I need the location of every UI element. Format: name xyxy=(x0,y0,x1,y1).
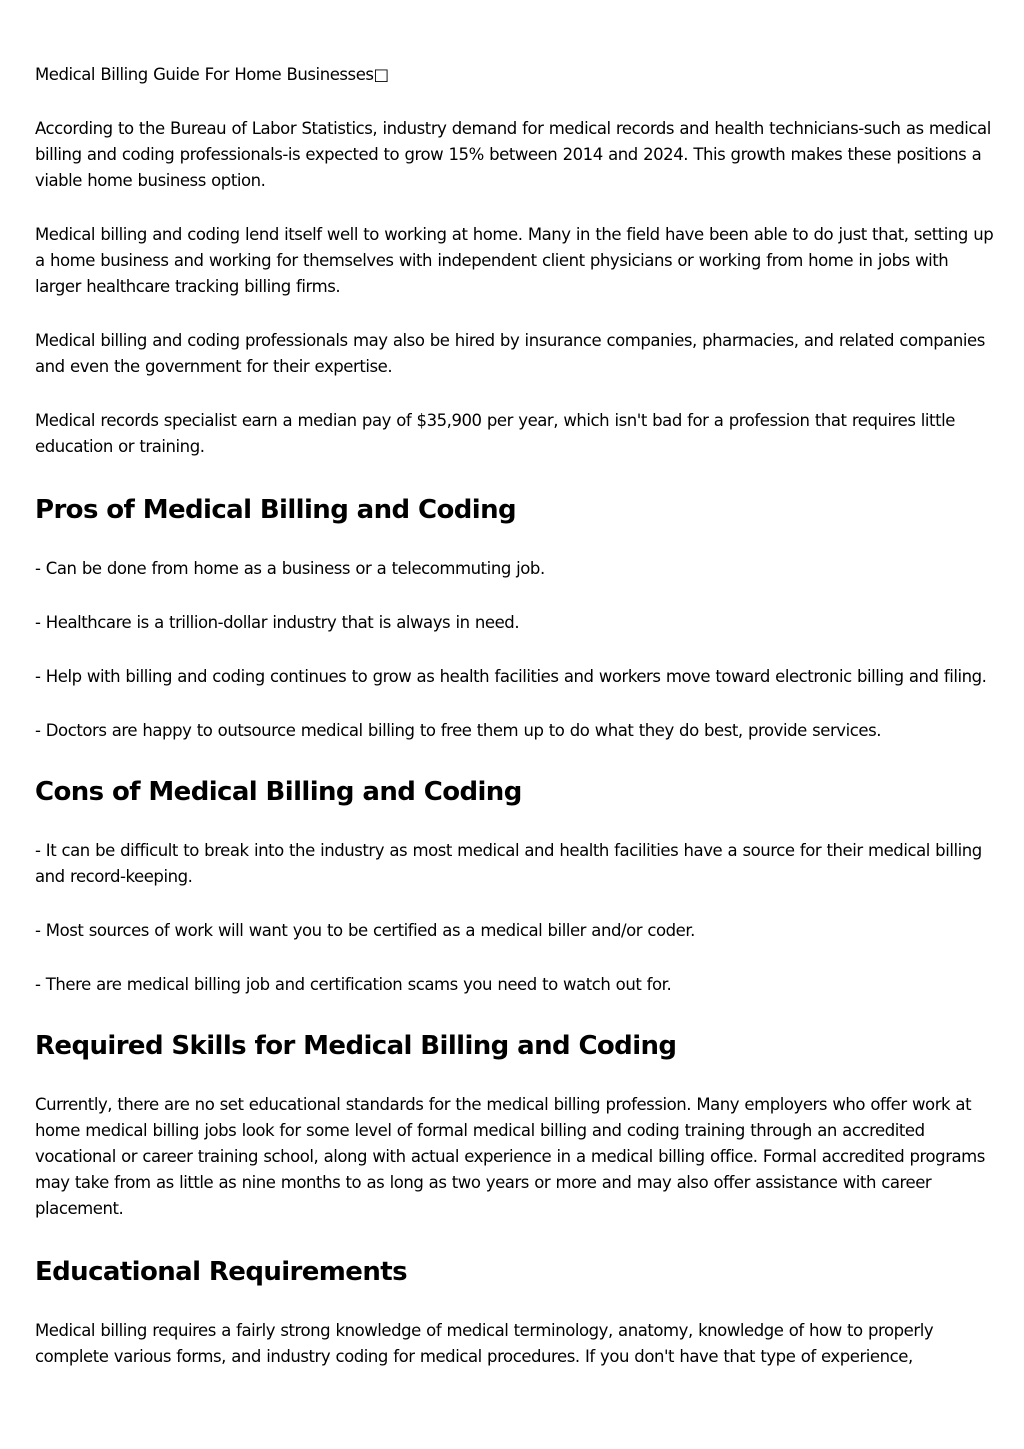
document-page xyxy=(35,62,995,1370)
pros-item-4: - Doctors are happy to outsource medical billing to free them up to do what they do best, provide services. xyxy=(35,721,882,740)
education-heading: Educational Requirements xyxy=(35,1257,407,1287)
pros-item-3: - Help with billing and coding continues to grow as health facilities and workers move toward electronic billing and filing. xyxy=(35,667,987,686)
cons-heading: Cons of Medical Billing and Coding xyxy=(35,777,522,807)
intro-paragraph-4: Medical records specialist earn a median pay of $35,900 per year, which isn't bad for a profession that requires little education or training. xyxy=(35,411,955,456)
cons-item-2: - Most sources of work will want you to be certified as a medical biller and/or coder. xyxy=(35,921,695,940)
intro-paragraph-3: Medical billing and coding professionals may also be hired by insurance companies, pharmacies, and related companies and even the government for their expertise. xyxy=(35,331,985,376)
intro-paragraph-2: Medical billing and coding lend itself well to working at home. Many in the field have been able to do just that, setting up a home business and working for themselves with independent client physicians or working from home in jobs with larger healthcare tracking billing firms. xyxy=(35,225,994,296)
education-paragraph: Medical billing requires a fairly strong knowledge of medical terminology, anatomy, knowledge of how to properly complete various forms, and industry coding for medical procedures. If you don't have that type of experience, xyxy=(35,1321,934,1366)
pros-item-1: - Can be done from home as a business or a telecommuting job. xyxy=(35,559,545,578)
intro-paragraph-1: According to the Bureau of Labor Statistics, industry demand for medical records and health technicians-such as medical billing and coding professionals-is expected to grow 15% between 2014 and 2024. This growth makes these positions a viable home business option. xyxy=(35,119,991,190)
pros-item-2: - Healthcare is a trillion-dollar industry that is always in need. xyxy=(35,613,520,632)
skills-paragraph: Currently, there are no set educational standards for the medical billing profession. Many employers who offer work at home medical billing jobs look for some level of formal medical billing and coding training through an accredited vocational or career training school, along with actual experience in a medical billing office. Formal accredited programs may take from as little as nine months to as long as two years or more and may also offer assistance with career placement. xyxy=(35,1095,985,1218)
cons-item-1: - It can be difficult to break into the industry as most medical and health facilities have a source for their medical billing and record-keeping. xyxy=(35,841,982,886)
document-title: Medical Billing Guide For Home Businesses□ xyxy=(35,65,389,84)
cons-item-3: - There are medical billing job and certification scams you need to watch out for. xyxy=(35,975,672,994)
pros-heading: Pros of Medical Billing and Coding xyxy=(35,495,516,525)
skills-heading: Required Skills for Medical Billing and Coding xyxy=(35,1031,677,1061)
